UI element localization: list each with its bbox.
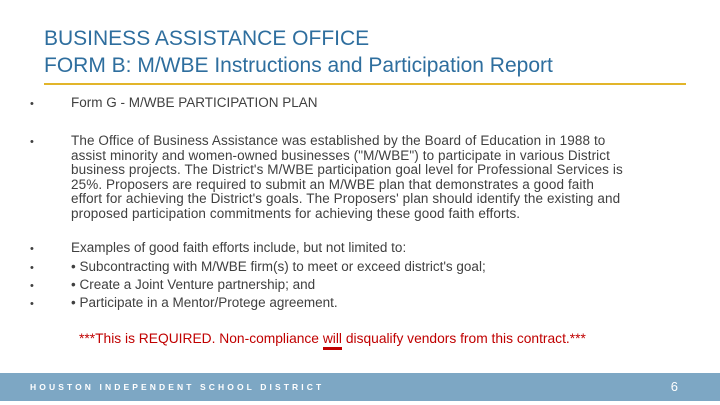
title-divider xyxy=(44,83,686,85)
paragraph-line: assist minority and women-owned businesses ("M/WBE") to participate in various District xyxy=(71,147,610,163)
title-line-2: FORM B: M/WBE Instructions and Participation Report xyxy=(44,54,553,77)
notice-emphasis xyxy=(323,331,342,346)
paragraph-line: The Office of Business Assistance was established by the Board of Education in 1988 to xyxy=(71,133,606,148)
bullet-marker: • xyxy=(30,136,34,148)
title-line-1: BUSINESS ASSISTANCE OFFICE xyxy=(44,27,370,50)
bullet-marker: • xyxy=(30,243,34,255)
bullet-marker: • xyxy=(30,98,34,110)
example-mentor-protege: • Participate in a Mentor/Protege agreement. xyxy=(71,295,338,310)
bullet-marker: • xyxy=(30,280,34,292)
page-title xyxy=(44,25,684,79)
paragraph-line: proposed participation commitments for achieving these good faith efforts. xyxy=(71,205,521,221)
paragraph-line: 25%. Proposers are required to submit an M/WBE plan that demonstrates a good faith xyxy=(71,176,594,192)
example-joint-venture: • Create a Joint Venture partnership; and xyxy=(71,277,316,292)
notice-emphasis-word: will xyxy=(322,331,342,346)
example-subcontracting: • Subcontracting with M/WBE firm(s) to meet or exceed district's goal; xyxy=(71,259,486,274)
notice-text-before: ***This is REQUIRED. Non-compliance xyxy=(79,331,323,346)
footer-org-name: HOUSTON INDEPENDENT SCHOOL DISTRICT xyxy=(30,382,325,392)
paragraph-line: business projects. The District's M/WBE participation goal level for Professional Services is xyxy=(71,162,623,177)
examples-intro: Examples of good faith efforts include, but not limited to: xyxy=(71,240,407,255)
form-g-heading: Form G - M/WBE PARTICIPATION PLAN xyxy=(71,95,318,110)
bullet-marker: • xyxy=(30,298,34,310)
emphasis-underline xyxy=(323,347,342,350)
bullet-marker: • xyxy=(30,262,34,274)
required-notice xyxy=(79,331,586,346)
office-description xyxy=(71,134,689,221)
page-number: 6 xyxy=(670,379,678,394)
notice-text-after: disqualify vendors from this contract.*** xyxy=(342,331,586,346)
footer-bar xyxy=(0,373,720,401)
paragraph-line: effort for achieving the District's goals. The Proposers' plan should identify the existing and xyxy=(71,191,621,206)
